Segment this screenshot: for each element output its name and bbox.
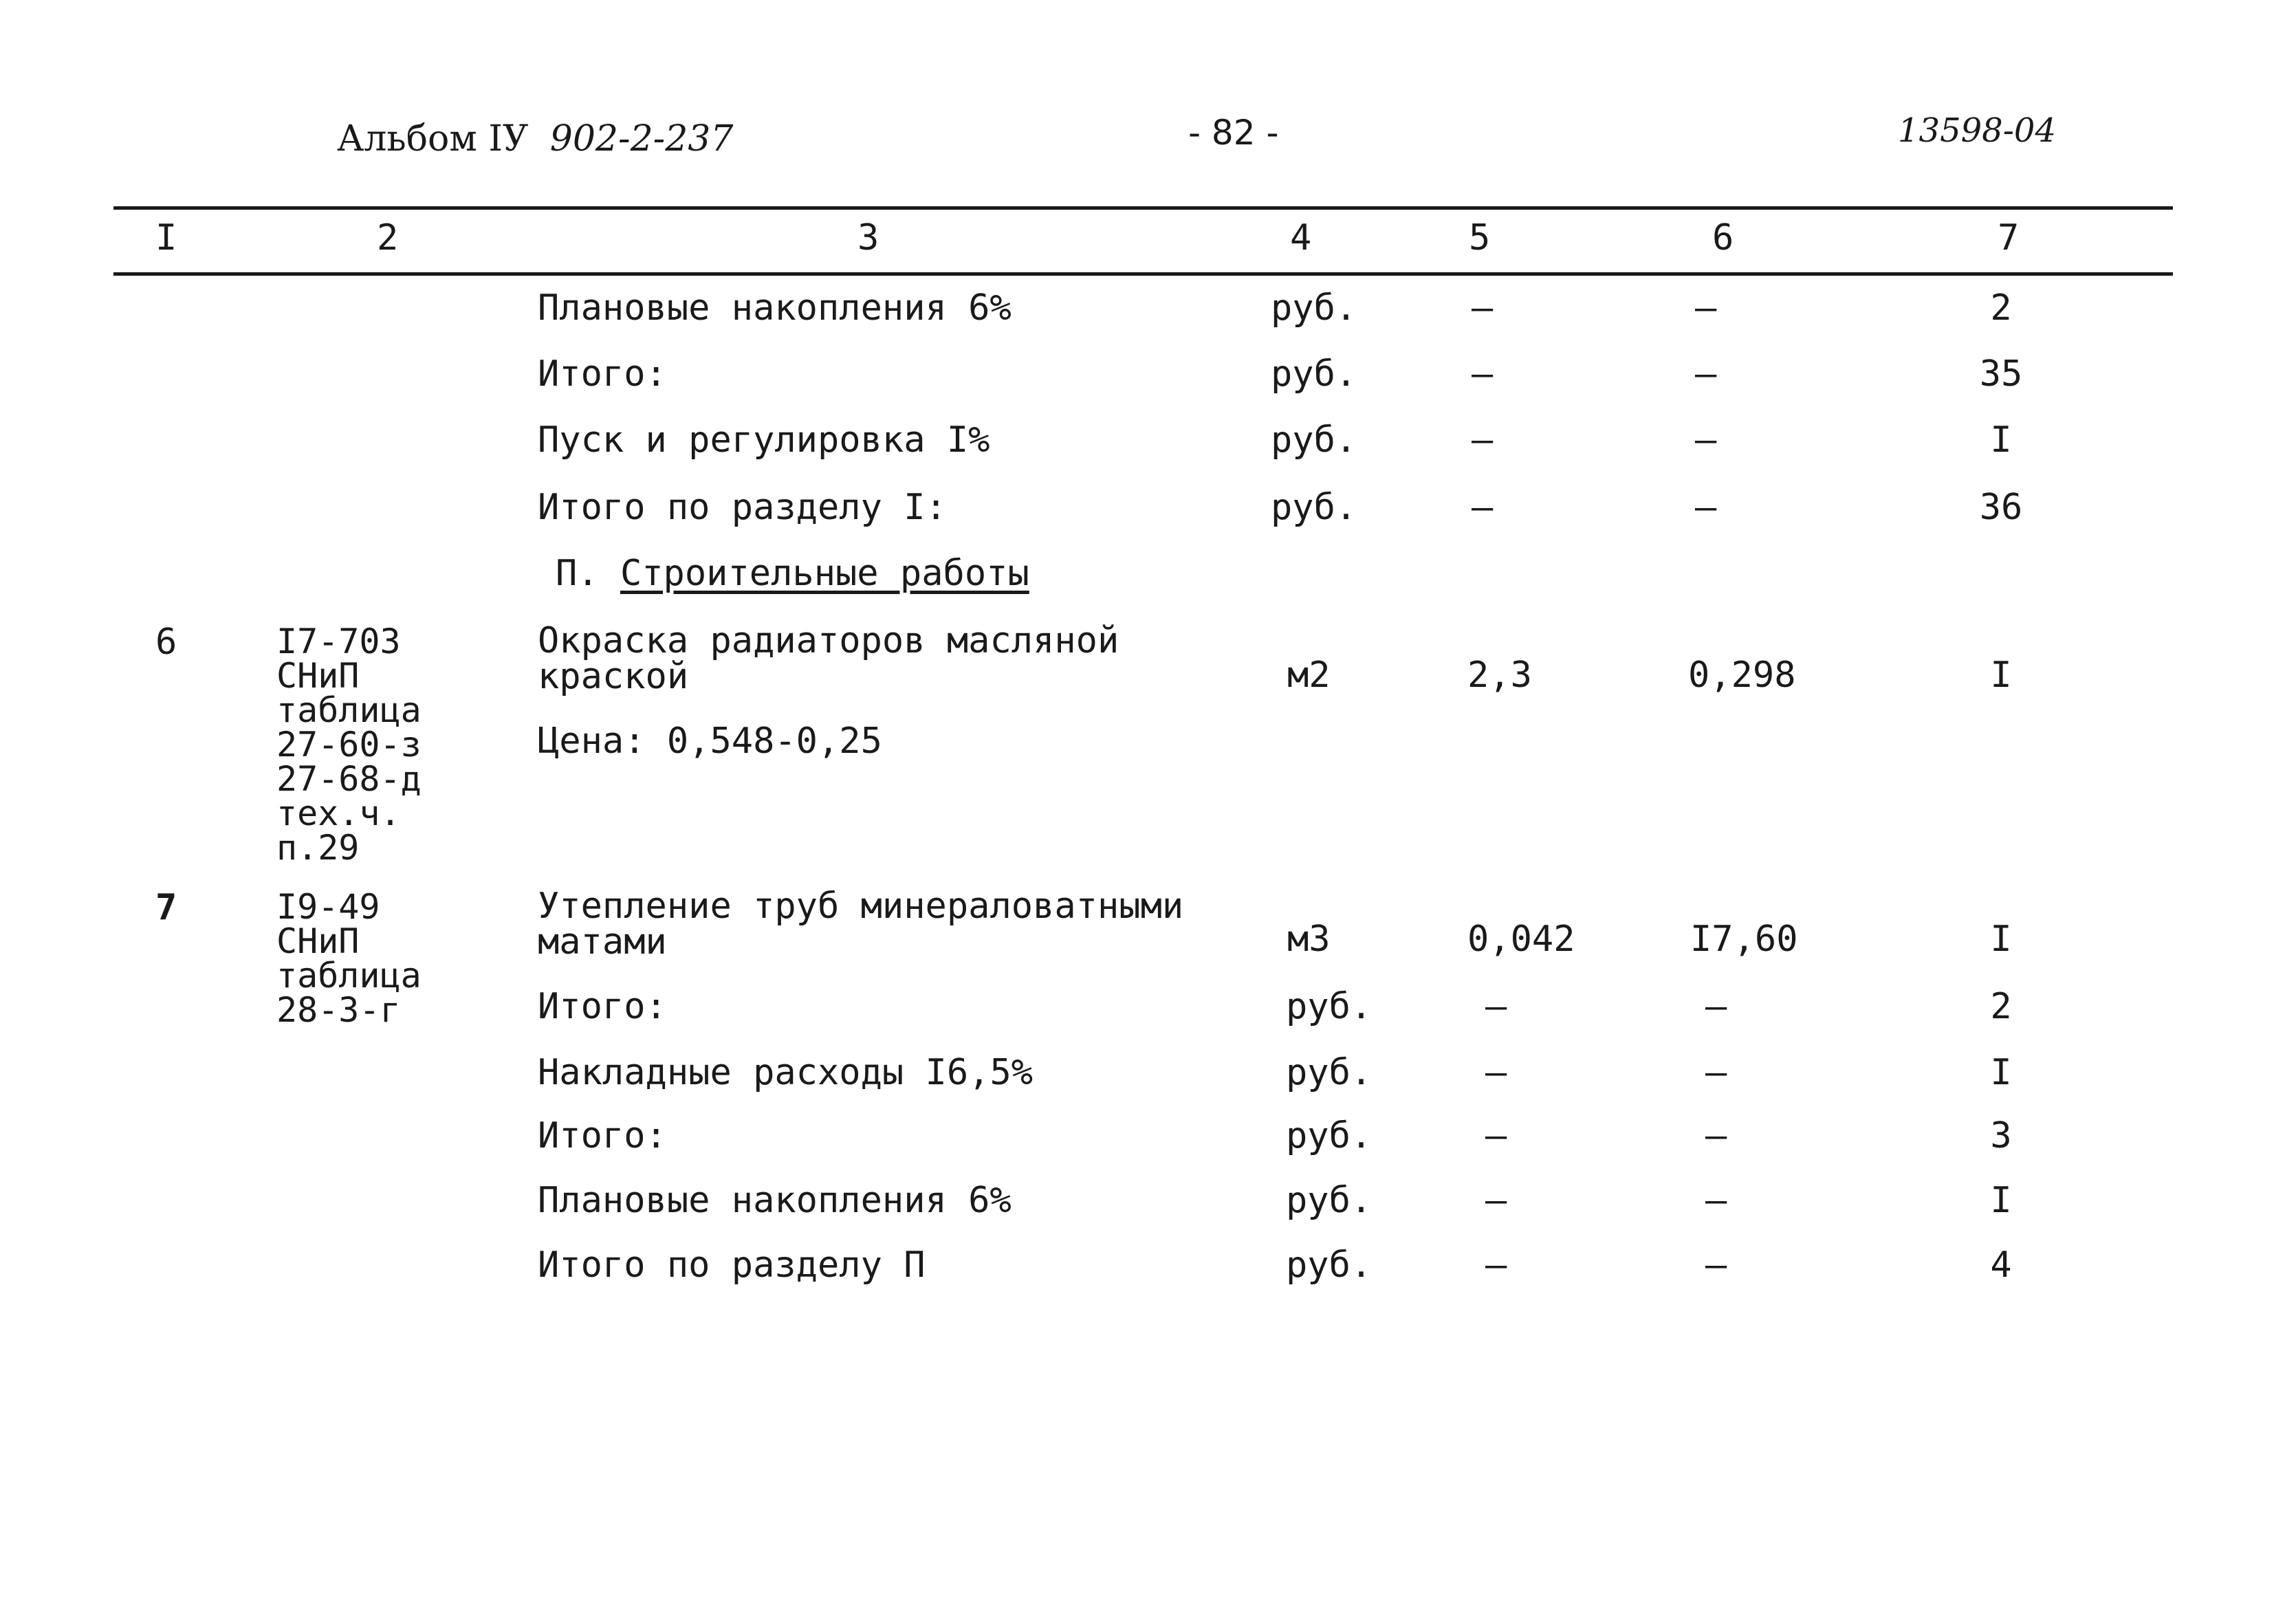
row-col6: –	[1705, 1115, 1727, 1156]
reference-line: СНиП	[276, 921, 360, 961]
row-col6: –	[1705, 1052, 1727, 1093]
row-col5: –	[1485, 1180, 1507, 1221]
row-col5: –	[1472, 353, 1494, 395]
item-col5: 2,3	[1467, 655, 1532, 696]
page-header	[337, 118, 733, 160]
item-number: 6	[155, 622, 177, 663]
row-col7: I	[1990, 419, 2012, 461]
row-unit: руб.	[1286, 1244, 1373, 1286]
item-number: 7	[155, 887, 177, 928]
album-code: 902-2-237	[549, 118, 734, 160]
item-col5: 0,042	[1467, 919, 1575, 960]
row-col5: –	[1485, 1244, 1507, 1286]
column-header-4: 4	[1290, 217, 1312, 259]
row-description: Итого по разделу I:	[538, 487, 947, 528]
row-col7: 3	[1990, 1115, 2012, 1156]
page-number: - 82 -	[1188, 113, 1279, 153]
row-col7: 36	[1979, 487, 2023, 528]
row-col5: –	[1472, 287, 1494, 329]
column-header-3: 3	[857, 217, 879, 259]
row-description: Итого:	[538, 1115, 667, 1156]
item-col7: I	[1990, 919, 2012, 960]
row-description: Накладные расходы I6,5%	[538, 1052, 1034, 1093]
album-label: Альбом IУ	[337, 118, 529, 160]
row-description: Плановые накопления 6%	[538, 1180, 1012, 1221]
row-col7: I	[1990, 1180, 2012, 1221]
item-unit: м3	[1287, 919, 1331, 960]
reference-line: 27-60-з	[276, 725, 422, 765]
row-unit: руб.	[1286, 1052, 1373, 1093]
reference-line: таблица	[276, 690, 422, 730]
row-col5: –	[1485, 1052, 1507, 1093]
row-col7: I	[1990, 1052, 2012, 1093]
row-description: Итого:	[538, 353, 667, 395]
row-unit: руб.	[1286, 1180, 1373, 1221]
description-line: матами	[538, 921, 667, 963]
row-col6: –	[1705, 1244, 1727, 1286]
item-unit: м2	[1287, 655, 1331, 696]
item-description	[538, 620, 1119, 697]
table-top-rule	[113, 206, 2173, 210]
item-reference	[276, 887, 422, 1030]
row-col6: –	[1705, 1180, 1727, 1221]
row-col6: –	[1695, 419, 1717, 461]
row-col6: –	[1705, 986, 1727, 1027]
row-col6: –	[1695, 487, 1717, 528]
item-col6: I7,60	[1690, 919, 1798, 960]
row-unit: руб.	[1271, 287, 1357, 329]
column-header-7: 7	[1998, 217, 2020, 259]
row-description: Пуск и регулировка I%	[538, 419, 990, 461]
item-reference	[276, 622, 422, 868]
description-line: краской	[538, 656, 689, 697]
row-unit: руб.	[1271, 353, 1357, 395]
column-header-5: 5	[1469, 217, 1491, 259]
row-unit: руб.	[1286, 986, 1373, 1027]
row-col5: –	[1485, 1115, 1507, 1156]
reference-line: 27-68-д	[276, 759, 422, 799]
row-col7: 2	[1990, 287, 2012, 329]
row-col7: 2	[1990, 986, 2012, 1027]
table-header-bottom-rule	[113, 272, 2173, 276]
row-col6: –	[1695, 353, 1717, 395]
item-description	[538, 886, 1184, 963]
description-line: Окраска радиаторов масляной	[538, 620, 1119, 661]
row-unit: руб.	[1271, 487, 1357, 528]
row-col5: –	[1472, 419, 1494, 461]
item-col6: 0,298	[1688, 655, 1796, 696]
row-description: Плановые накопления 6%	[538, 287, 1012, 329]
row-description: Итого по разделу П	[538, 1244, 926, 1286]
document-number: 13598-04	[1898, 111, 2056, 150]
section-heading	[556, 553, 1029, 594]
reference-line: таблица	[276, 956, 422, 996]
row-col7: 4	[1990, 1244, 2012, 1286]
reference-line: I9-49	[276, 887, 380, 927]
item-col7: I	[1990, 655, 2012, 696]
row-col5: –	[1472, 487, 1494, 528]
column-header-1: I	[155, 217, 177, 259]
row-col7: 35	[1979, 353, 2023, 395]
row-unit: руб.	[1286, 1115, 1373, 1156]
section-title: Строительные работы	[620, 553, 1029, 594]
reference-line: тех.ч.	[276, 793, 401, 833]
row-col6: –	[1695, 287, 1717, 329]
description-line: Утепление труб минераловатными	[538, 886, 1184, 927]
row-col5: –	[1485, 986, 1507, 1027]
reference-line: I7-703	[276, 622, 401, 661]
item-price: Цена: 0,548-0,25	[538, 721, 882, 762]
row-description: Итого:	[538, 986, 667, 1027]
reference-line: 28-3-г	[276, 990, 401, 1030]
section-number: П.	[556, 553, 599, 594]
column-header-6: 6	[1712, 217, 1734, 259]
reference-line: п.29	[276, 828, 360, 868]
row-unit: руб.	[1271, 419, 1357, 461]
reference-line: СНиП	[276, 656, 360, 696]
column-header-2: 2	[377, 217, 399, 259]
